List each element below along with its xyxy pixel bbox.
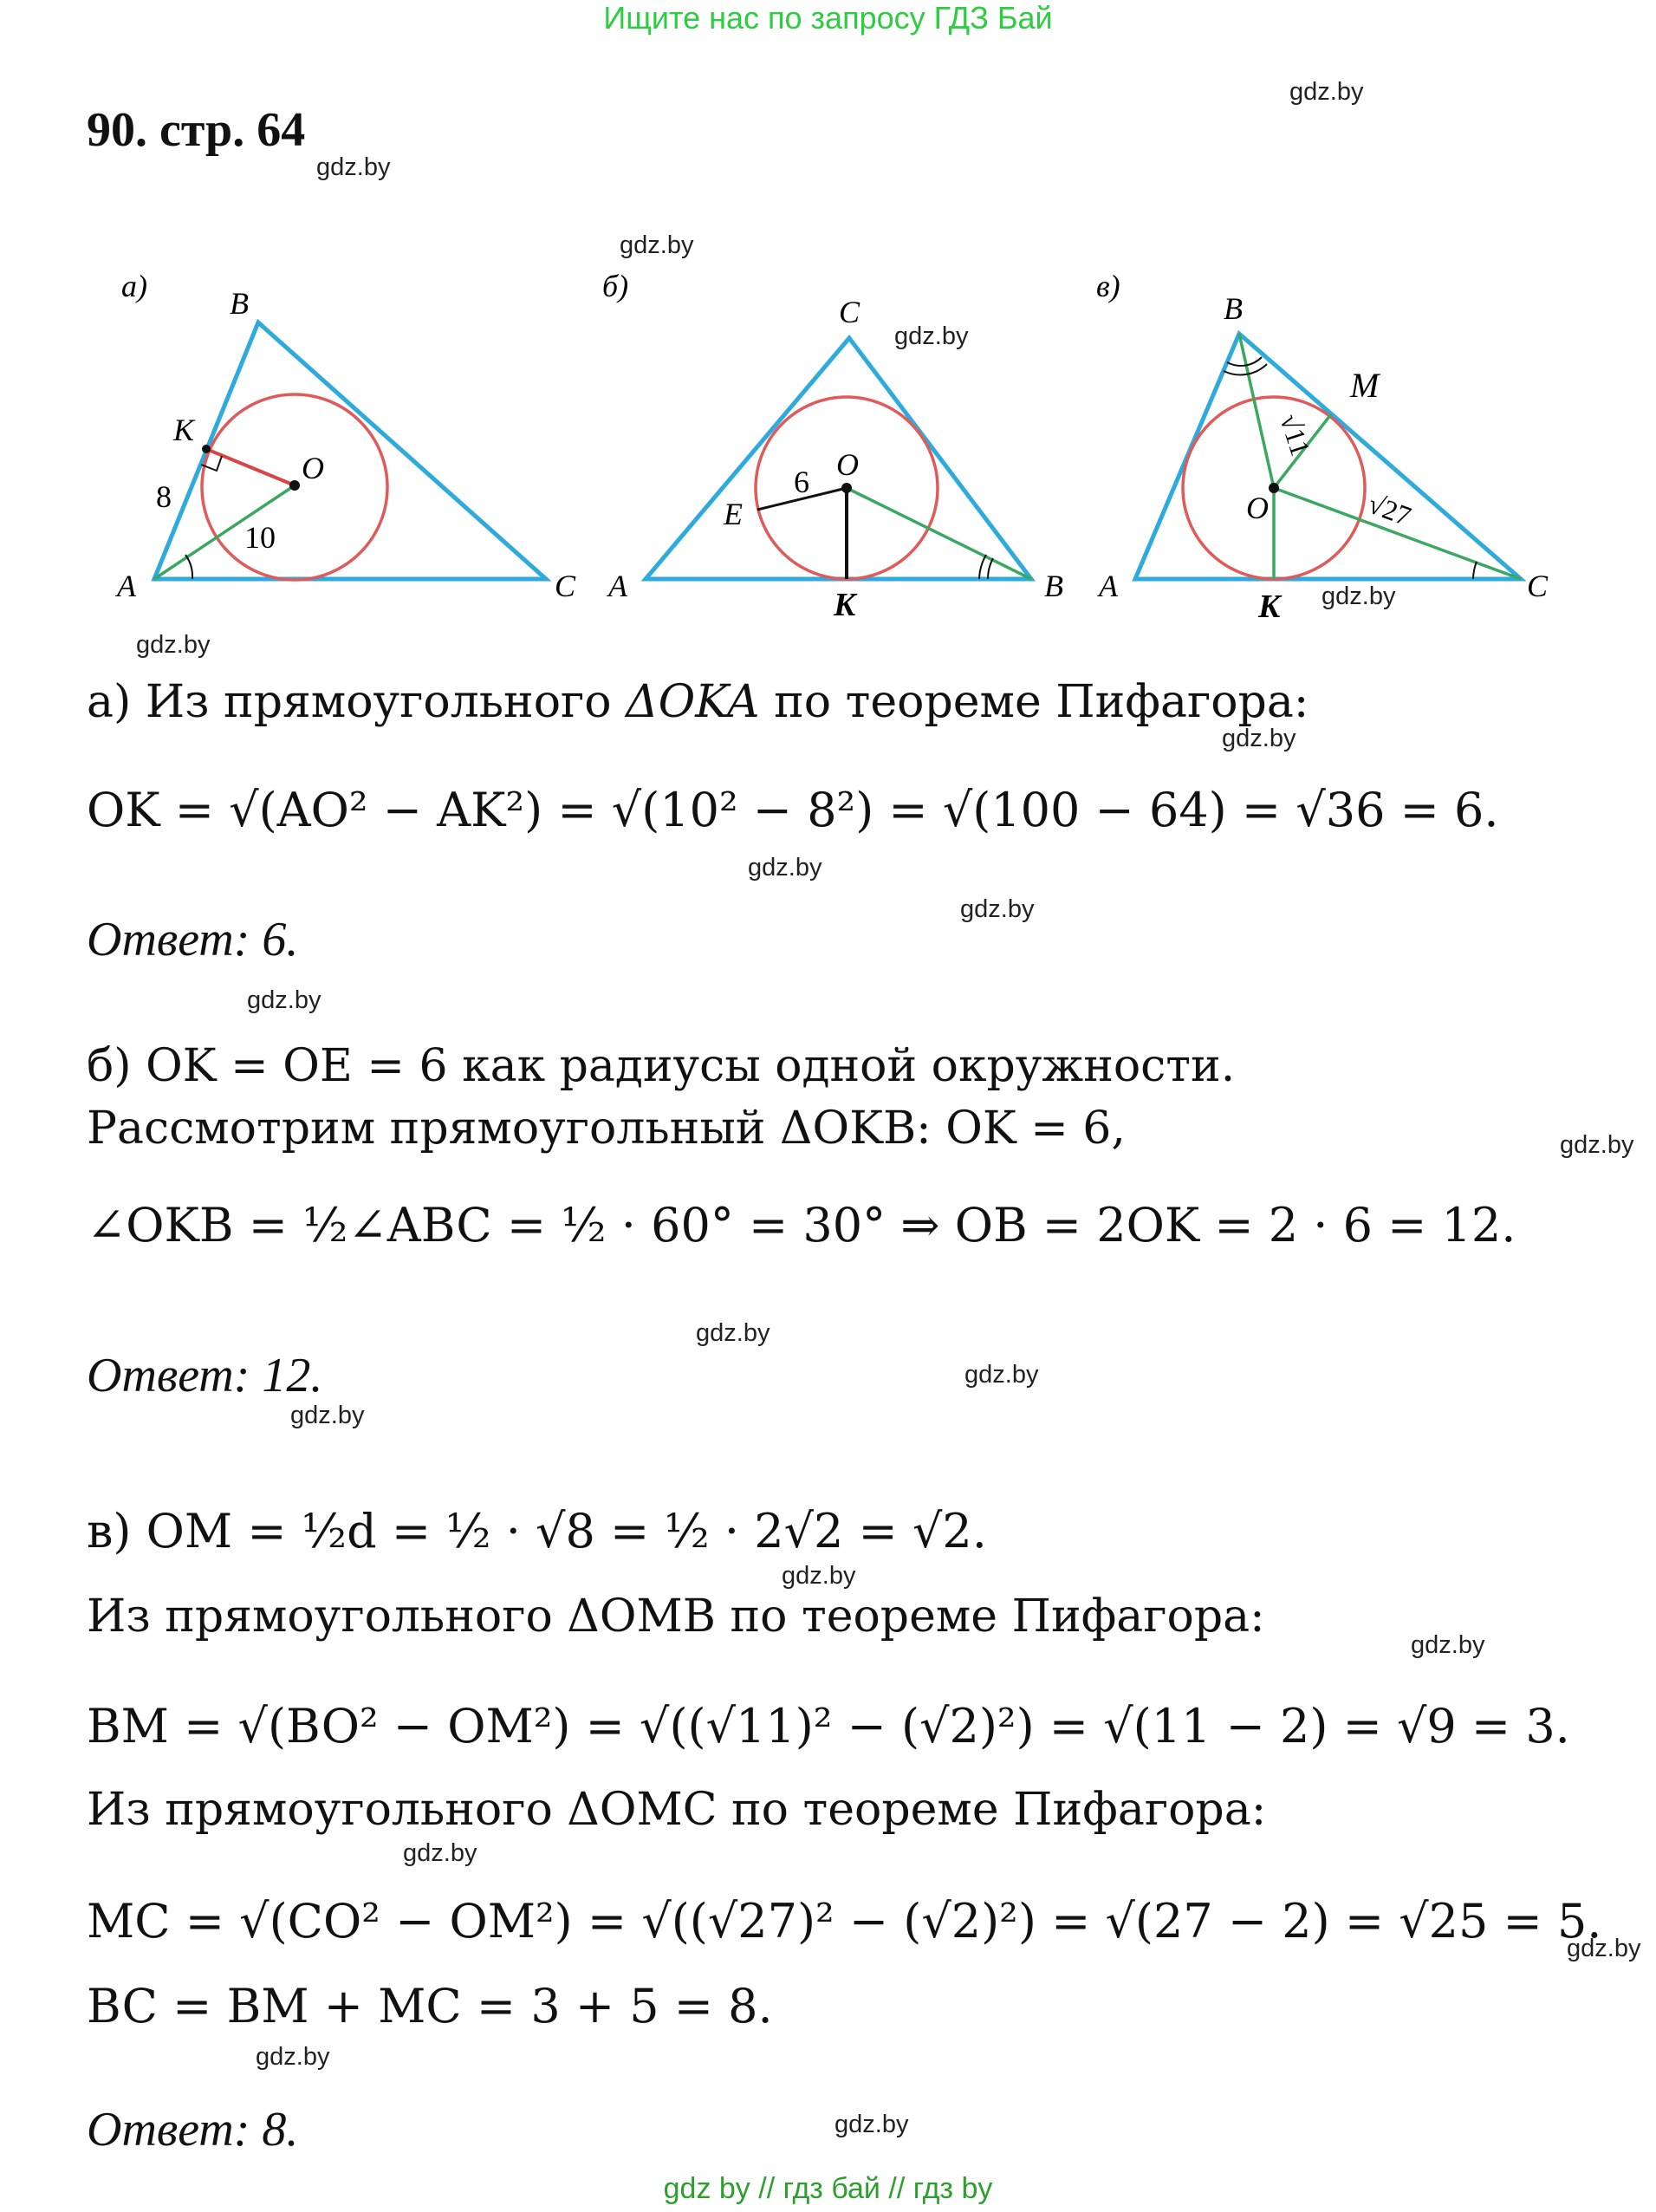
watermark: gdz.by bbox=[834, 2111, 909, 2138]
point-o bbox=[841, 483, 852, 493]
watermark: gdz.by bbox=[620, 231, 694, 259]
label-e: E bbox=[724, 497, 743, 531]
watermark: gdz.by bbox=[316, 153, 391, 181]
label-ak: 8 bbox=[156, 479, 172, 514]
label-co: √27 bbox=[1364, 487, 1416, 532]
label-b: B bbox=[1044, 569, 1063, 603]
figure-v-tag: в) bbox=[1096, 269, 1120, 303]
label-a: A bbox=[1099, 569, 1118, 603]
part-b-line3: ∠OKB = ½∠ABC = ½ · 60° = 30° ⇒ OB = 2OK = 2 · 6 = 12. bbox=[87, 1198, 1516, 1252]
figure-v bbox=[1096, 269, 1549, 625]
label-o: O bbox=[1246, 491, 1269, 525]
label-ao: 10 bbox=[244, 520, 276, 555]
watermark: gdz.by bbox=[894, 322, 969, 350]
footer-links[interactable]: gdz by // гдз бай // гдз by bbox=[663, 2172, 993, 2205]
part-v-answer: Ответ: 8. bbox=[87, 2103, 299, 2157]
label-k: K bbox=[834, 587, 856, 623]
part-a-heading: а) Из прямоугольного ΔOKA по теореме Пифагора: bbox=[87, 676, 1309, 728]
angle-mark bbox=[988, 558, 993, 579]
watermark: gdz.by bbox=[964, 1361, 1039, 1389]
triangle-abc bbox=[1135, 334, 1521, 579]
exercise-title: 90. стр. 64 bbox=[87, 103, 306, 157]
watermark: gdz.by bbox=[136, 631, 211, 659]
part-a-formula: OK = √(AO² − AK²) = √(10² − 8²) = √(100 − 64) = √36 = 6. bbox=[87, 783, 1499, 837]
label-o: O bbox=[302, 451, 324, 485]
part-v-line3: BM = √(BO² − OM²) = √((√11)² − (√2)²) = √(11 − 2) = √9 = 3. bbox=[87, 1699, 1570, 1753]
part-v-line2: Из прямоугольного ΔOMB по теореме Пифагора: bbox=[87, 1591, 1265, 1643]
watermark: gdz.by bbox=[1222, 725, 1296, 752]
part-b-line1: б) OK = OE = 6 как радиусы одной окружности. bbox=[87, 1040, 1236, 1092]
label-b: B bbox=[1224, 291, 1243, 326]
label-k: K bbox=[173, 413, 195, 447]
watermark: gdz.by bbox=[696, 1319, 770, 1347]
label-a: A bbox=[608, 569, 627, 603]
part-v-line5: MC = √(CO² − OM²) = √((√27)² − (√2)²) = √(27 − 2) = √25 = 5. bbox=[87, 1894, 1602, 1949]
part-b-answer: Ответ: 12. bbox=[87, 1349, 323, 1402]
watermark: gdz.by bbox=[290, 1402, 365, 1429]
watermark: gdz.by bbox=[1322, 582, 1396, 610]
figure-a-tag: а) bbox=[121, 269, 147, 303]
label-bo: √11 bbox=[1274, 410, 1317, 460]
label-m: M bbox=[1350, 366, 1380, 405]
part-v-line1: в) OM = ½d = ½ · √8 = ½ · 2√2 = √2. bbox=[87, 1504, 987, 1558]
watermark: gdz.by bbox=[256, 2043, 330, 2071]
watermark: gdz.by bbox=[1289, 78, 1364, 106]
watermark: gdz.by bbox=[782, 1562, 856, 1590]
point-o bbox=[289, 480, 300, 491]
watermark: gdz.by bbox=[960, 895, 1035, 923]
radius-ok bbox=[206, 449, 295, 485]
top-banner[interactable]: Ищите нас по запросу ГДЗ Бай bbox=[603, 0, 1053, 36]
angle-mark bbox=[1473, 562, 1477, 579]
label-c: C bbox=[839, 295, 860, 329]
label-oe: 6 bbox=[794, 465, 809, 499]
part-v-line6: BC = BM + MC = 3 + 5 = 8. bbox=[87, 1979, 773, 2033]
watermark: gdz.by bbox=[748, 854, 822, 882]
angle-mark bbox=[979, 555, 986, 579]
point-o bbox=[1269, 483, 1279, 493]
label-b: B bbox=[230, 286, 249, 321]
watermark: gdz.by bbox=[1560, 1131, 1634, 1159]
part-b-line2: Рассмотрим прямоугольный ΔOKB: OK = 6, bbox=[87, 1103, 1126, 1155]
label-o: O bbox=[836, 447, 859, 482]
part-a-answer: Ответ: 6. bbox=[87, 913, 299, 966]
figure-b-tag: б) bbox=[602, 269, 629, 303]
watermark: gdz.by bbox=[403, 1839, 477, 1867]
figure-a bbox=[115, 269, 576, 603]
segment-ob bbox=[847, 488, 1031, 579]
figure-b bbox=[602, 269, 1063, 623]
watermark: gdz.by bbox=[1411, 1631, 1485, 1659]
watermark: gdz.by bbox=[1567, 1935, 1641, 1962]
point-k bbox=[202, 445, 211, 453]
watermark: gdz.by bbox=[247, 986, 321, 1014]
geometry-figures bbox=[0, 260, 1656, 641]
label-c: C bbox=[1527, 569, 1549, 603]
label-c: C bbox=[555, 569, 576, 603]
part-v-line4: Из прямоугольного ΔOMC по теореме Пифагора: bbox=[87, 1784, 1267, 1836]
label-k: K bbox=[1258, 589, 1281, 625]
label-a: A bbox=[117, 569, 136, 603]
